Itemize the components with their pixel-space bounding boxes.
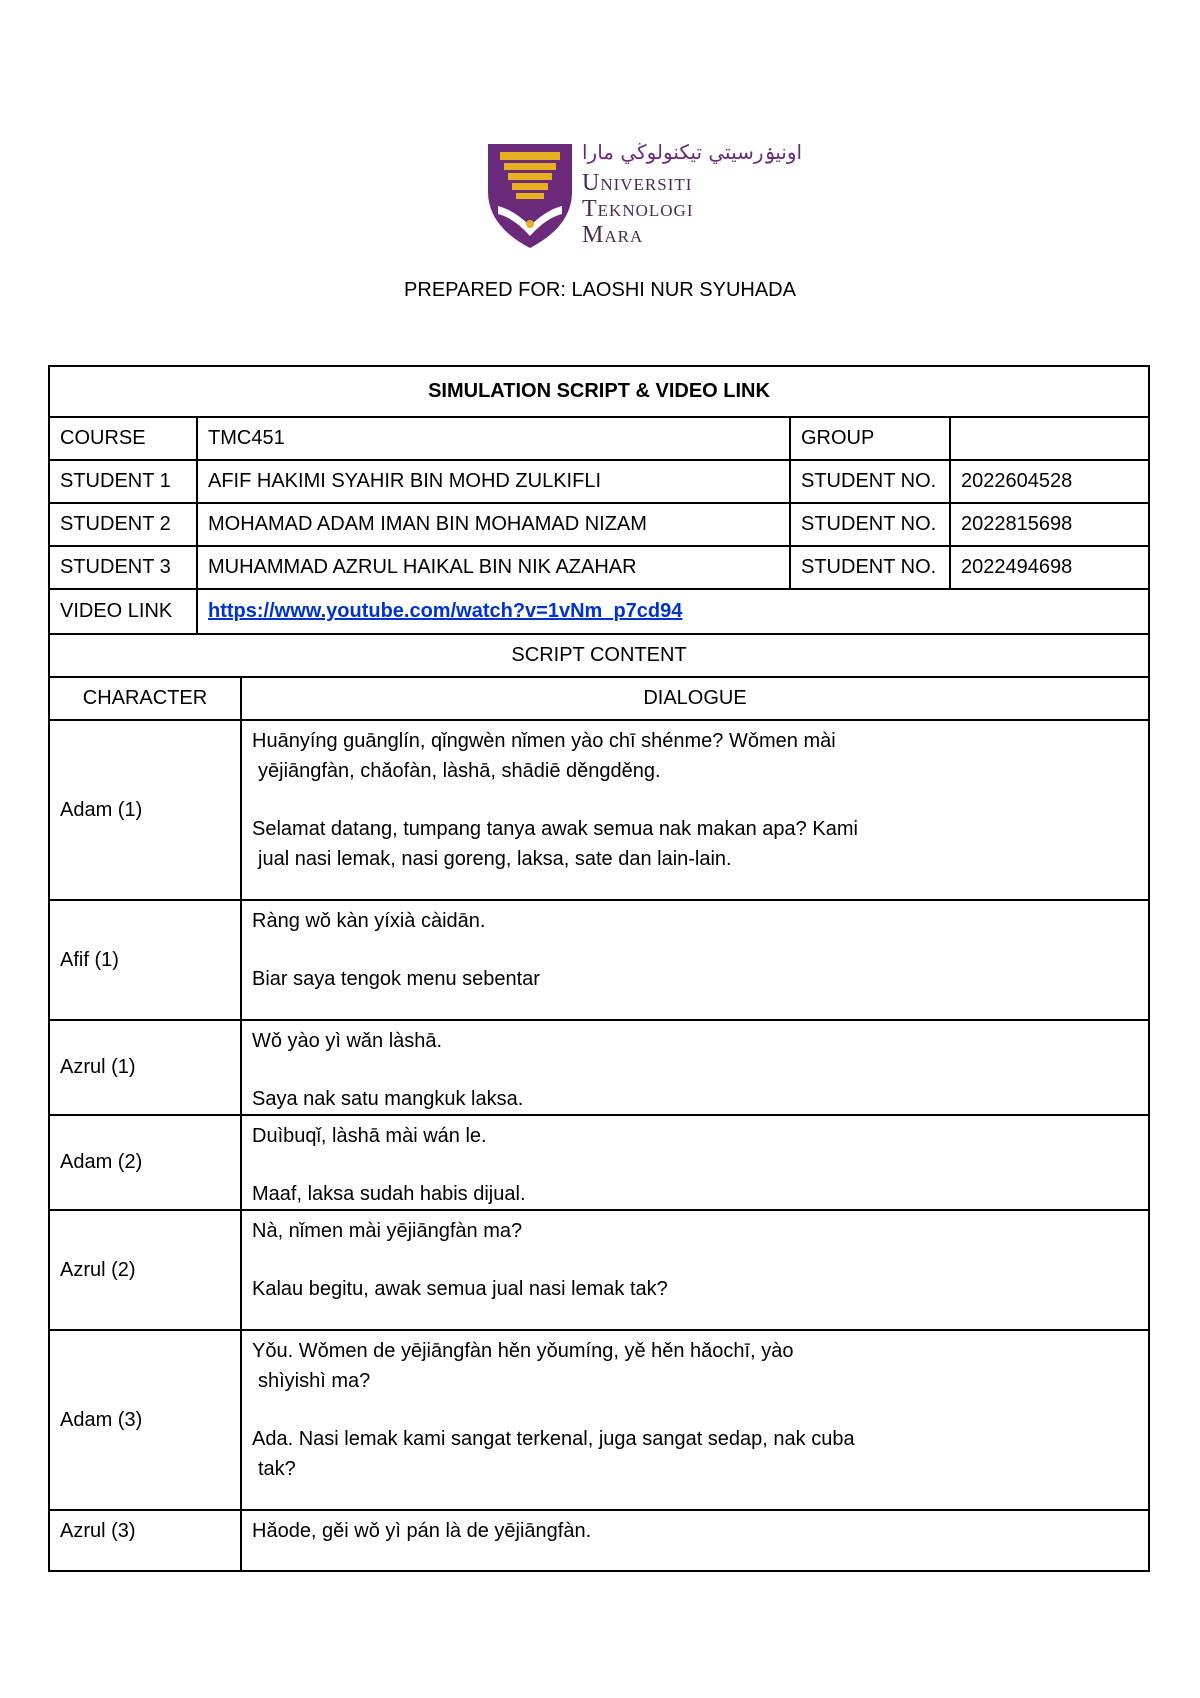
student-no-label: STUDENT NO. <box>790 460 950 503</box>
dialogue-chinese: Hǎode, gěi wǒ yì pán là de yējiāngfàn. <box>252 1520 592 1542</box>
course-label: COURSE <box>49 417 197 460</box>
character-cell: Adam (2) <box>49 1115 241 1210</box>
dialogue-malay: Selamat datang, tumpang tanya awak semua nak makan apa? Kami <box>252 818 858 840</box>
student-no: 2022815698 <box>950 503 1149 546</box>
character-cell: Azrul (2) <box>49 1210 241 1330</box>
uitm-crest-icon <box>484 140 576 250</box>
course-value: TMC451 <box>197 417 790 460</box>
character-cell: Azrul (1) <box>49 1020 241 1115</box>
logo-line-3: Mara <box>582 222 644 248</box>
video-link-label: VIDEO LINK <box>49 589 197 634</box>
dialogue-chinese: shìyishì ma? <box>258 1370 371 1392</box>
character-column-header: CHARACTER <box>49 677 241 720</box>
table-row <box>49 1115 1149 1210</box>
script-content-header: SCRIPT CONTENT <box>49 634 1149 677</box>
video-link[interactable]: https://www.youtube.com/watch?v=1vNm_p7cd94 <box>208 600 683 622</box>
dialogue-column-header: DIALOGUE <box>241 677 1149 720</box>
dialogue-malay: Ada. Nasi lemak kami sangat terkenal, juga sangat sedap, nak cuba <box>252 1428 855 1450</box>
dialogue-malay: Kalau begitu, awak semua jual nasi lemak tak? <box>252 1278 668 1300</box>
dialogue-chinese: Duìbuqǐ, làshā mài wán le. <box>252 1125 487 1147</box>
character-cell: Adam (3) <box>49 1330 241 1510</box>
dialogue-chinese: yējiāngfàn, chǎofàn, làshā, shādiē děngděng. <box>258 760 661 782</box>
table-row <box>49 1210 1149 1330</box>
student-no: 2022494698 <box>950 546 1149 589</box>
logo-line-1: Universiti <box>582 170 693 196</box>
dialogue-cell <box>241 1210 1149 1330</box>
dialogue-malay: Maaf, laksa sudah habis dijual. <box>252 1183 526 1205</box>
dialogue-chinese: Wǒ yào yì wǎn làshā. <box>252 1030 443 1052</box>
table-row <box>49 1330 1149 1510</box>
student-no-label: STUDENT NO. <box>790 546 950 589</box>
dialogue-cell <box>241 1115 1149 1210</box>
dialogue-cell <box>241 1330 1149 1510</box>
dialogue-chinese: Ràng wǒ kàn yíxià càidān. <box>252 910 486 932</box>
character-cell: Afif (1) <box>49 900 241 1020</box>
student-label: STUDENT 2 <box>49 503 197 546</box>
dialogue-cell <box>241 900 1149 1020</box>
dialogue-malay: Biar saya tengok menu sebentar <box>252 968 540 990</box>
logo-wordmark <box>582 170 693 248</box>
dialogue-chinese: Huānyíng guānglín, qǐngwèn nǐmen yào chī shénme? Wǒmen mài <box>252 730 836 752</box>
university-logo <box>484 140 803 250</box>
dialogue-malay: jual nasi lemak, nasi goreng, laksa, sate dan lain-lain. <box>258 848 732 870</box>
character-cell: Adam (1) <box>49 720 241 900</box>
character-cell: Azrul (3) <box>49 1510 241 1571</box>
table-row <box>49 720 1149 900</box>
script-table <box>48 365 1150 1572</box>
student-no: 2022604528 <box>950 460 1149 503</box>
student-name: MUHAMMAD AZRUL HAIKAL BIN NIK AZAHAR <box>197 546 790 589</box>
group-label: GROUP <box>790 417 950 460</box>
table-row <box>49 1020 1149 1115</box>
table-title: SIMULATION SCRIPT & VIDEO LINK <box>49 366 1149 417</box>
student-label: STUDENT 3 <box>49 546 197 589</box>
dialogue-malay: tak? <box>258 1458 296 1480</box>
student-no-label: STUDENT NO. <box>790 503 950 546</box>
prepared-for: PREPARED FOR: LAOSHI NUR SYUHADA <box>404 279 796 301</box>
dialogue-chinese: Yǒu. Wǒmen de yējiāngfàn hěn yǒumíng, yě hěn hǎochī, yào <box>252 1340 794 1362</box>
dialogue-cell <box>241 720 1149 900</box>
table-row <box>49 1510 1149 1571</box>
dialogue-cell <box>241 1510 1149 1571</box>
dialogue-chinese: Nà, nǐmen mài yējiāngfàn ma? <box>252 1220 523 1242</box>
student-name: AFIF HAKIMI SYAHIR BIN MOHD ZULKIFLI <box>197 460 790 503</box>
student-label: STUDENT 1 <box>49 460 197 503</box>
dialogue-malay: Saya nak satu mangkuk laksa. <box>252 1088 524 1110</box>
logo-line-2: Teknologi <box>582 196 694 222</box>
table-row <box>49 900 1149 1020</box>
group-value <box>950 417 1149 460</box>
logo-arabic-text: اونيۏرسيتي تيكنولوڬي مارا <box>582 140 803 164</box>
dialogue-cell <box>241 1020 1149 1115</box>
student-name: MOHAMAD ADAM IMAN BIN MOHAMAD NIZAM <box>197 503 790 546</box>
